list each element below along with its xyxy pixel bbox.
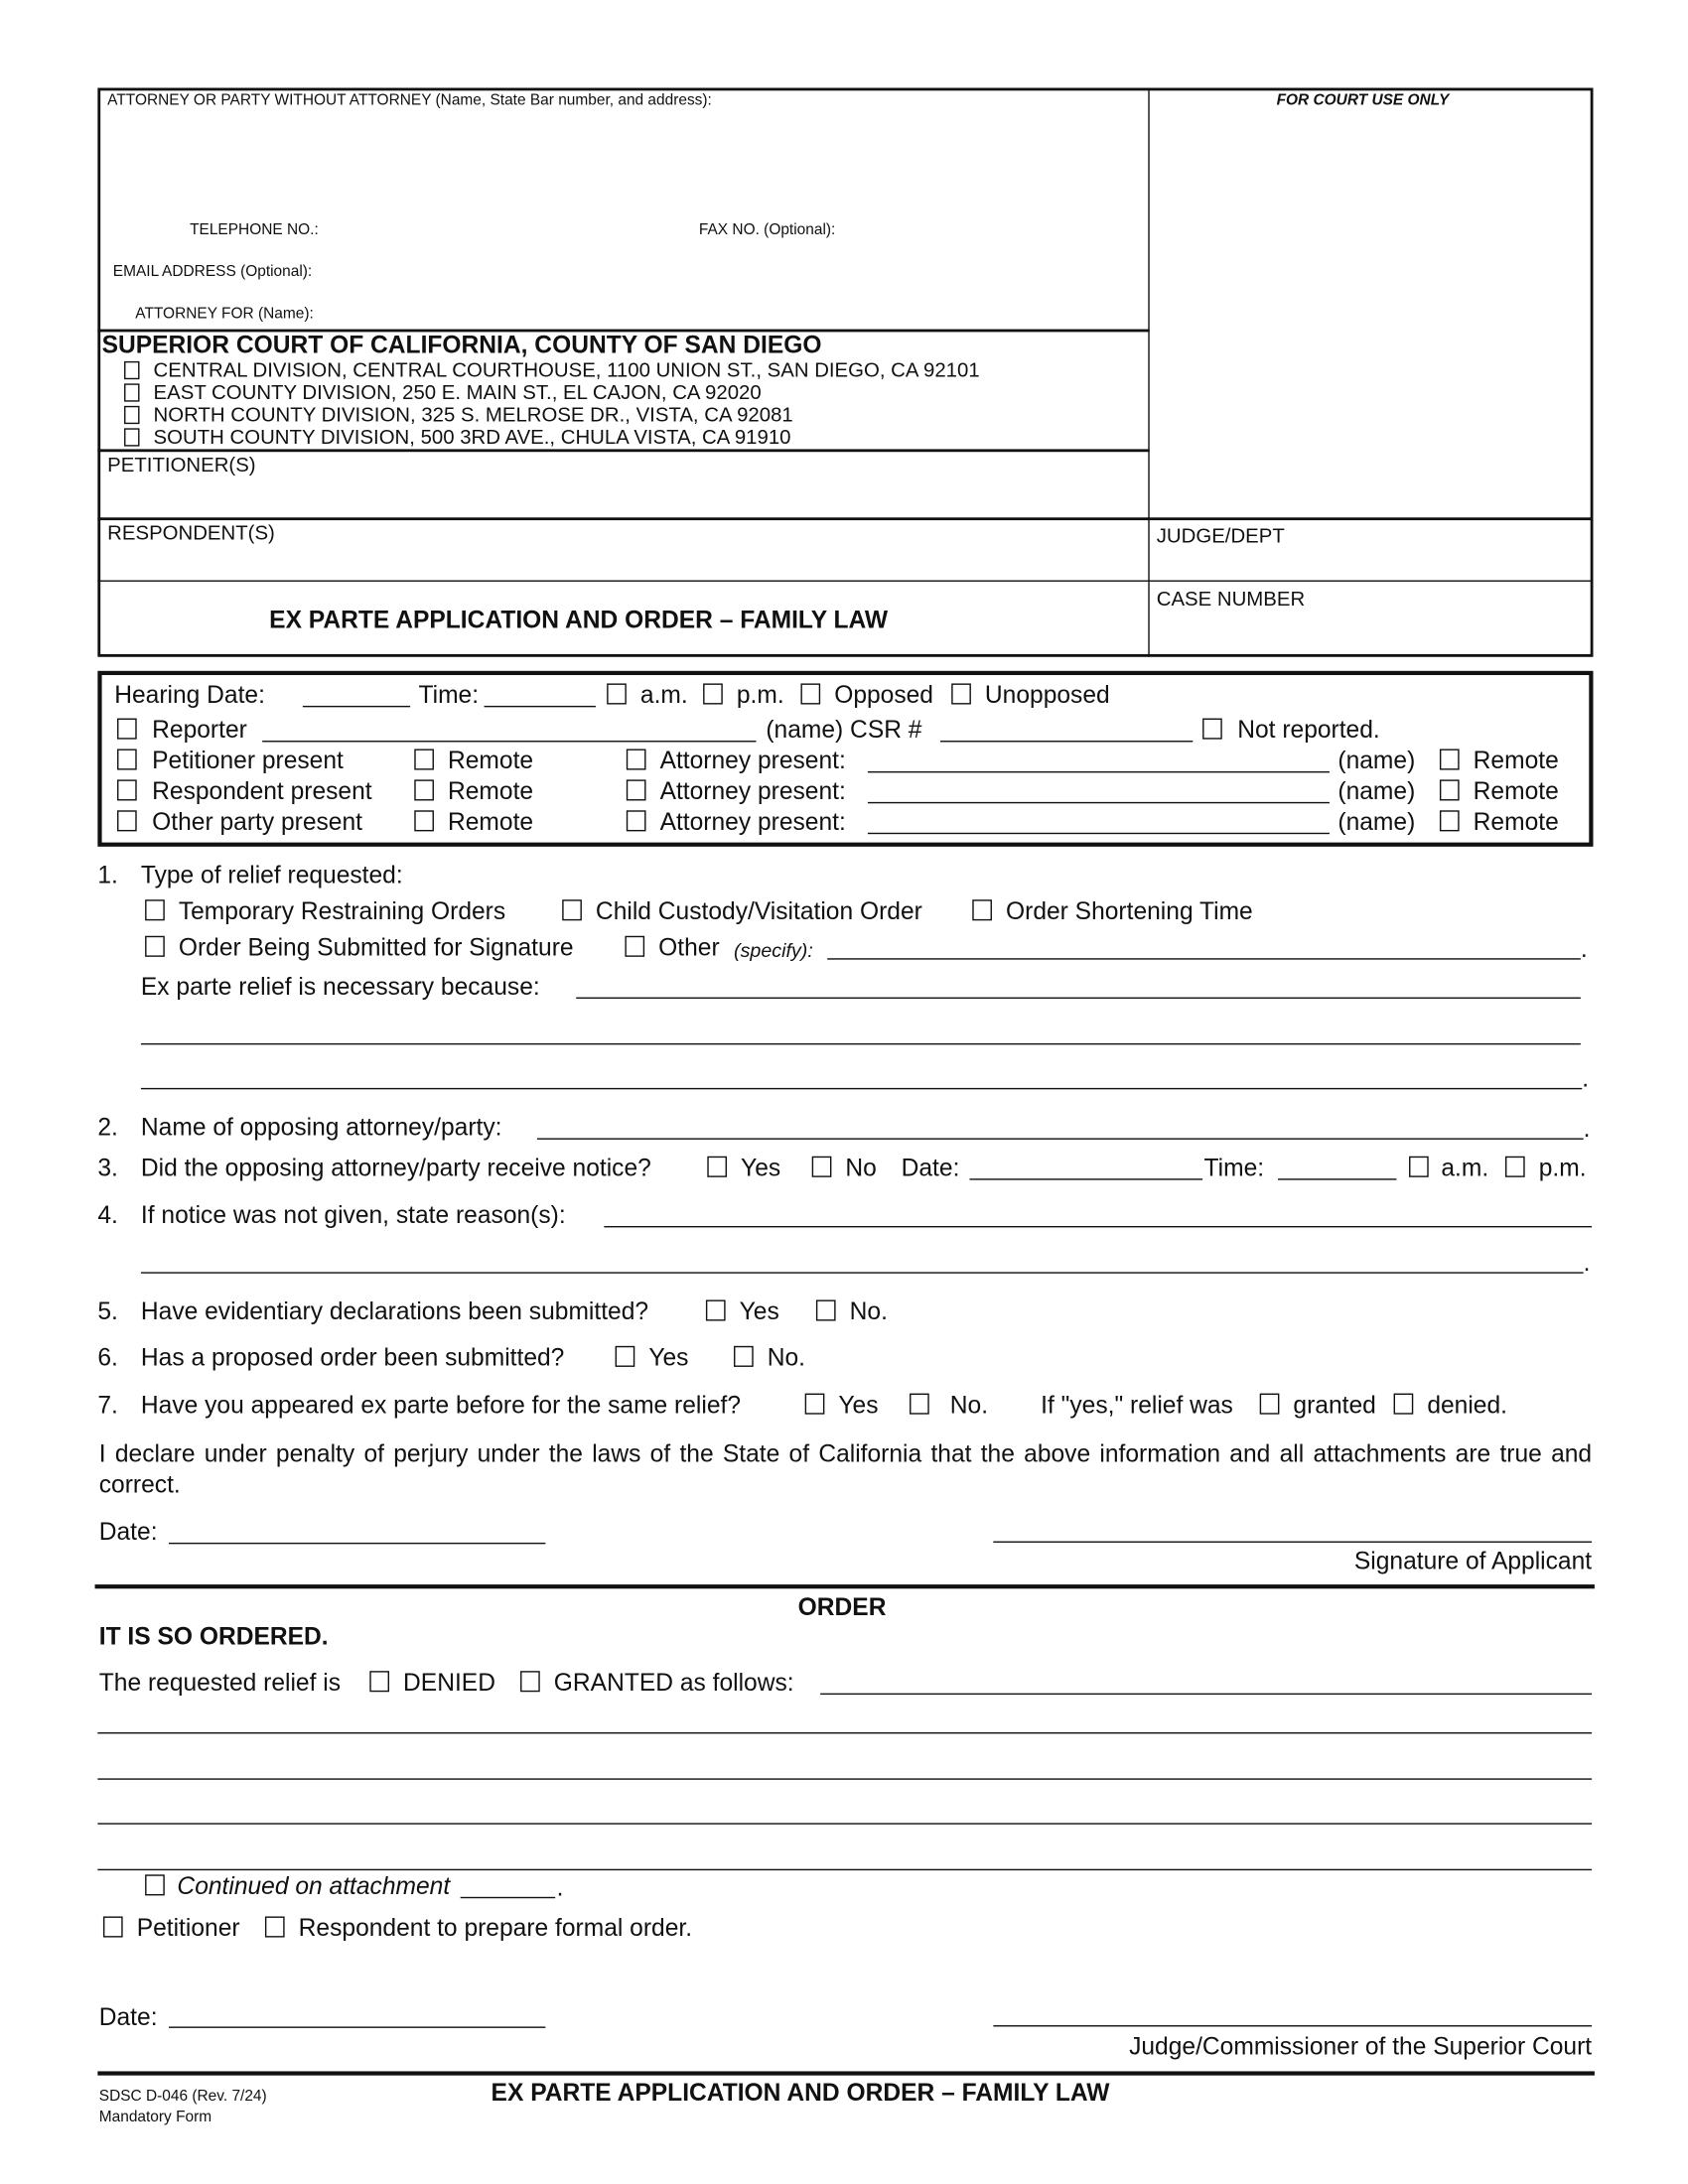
remote-checkbox[interactable] (1440, 749, 1460, 769)
order-date-field[interactable] (169, 2026, 545, 2027)
appeared-no-checkbox[interactable] (910, 1394, 929, 1415)
yes-label: Yes (648, 1343, 689, 1372)
no-label: No. (949, 1390, 989, 1419)
hearing-time-field[interactable] (485, 706, 596, 707)
order-text-field[interactable] (97, 1823, 1592, 1824)
opposed-checkbox[interactable] (800, 683, 820, 704)
item-number: 2. (97, 1113, 118, 1142)
remote-checkbox[interactable] (414, 810, 434, 831)
no-label: No. (767, 1343, 806, 1372)
division-checkbox[interactable] (124, 406, 139, 424)
item-3-question: Did the opposing attorney/party receive notice? (140, 1153, 651, 1182)
specify-label: (specify): (734, 938, 813, 962)
signature-label: Signature of Applicant (1353, 1547, 1593, 1575)
csr-field[interactable] (940, 741, 1193, 742)
other-specify-field[interactable] (827, 958, 1581, 959)
reporter-name-field[interactable] (262, 741, 756, 742)
declarations-no-checkbox[interactable] (816, 1299, 836, 1320)
relief-checkbox[interactable] (145, 936, 165, 957)
relief-label: Order Shortening Time (1006, 896, 1253, 925)
party-present-checkbox[interactable] (117, 810, 137, 831)
relief-checkbox[interactable] (145, 899, 165, 920)
party-present-checkbox[interactable] (117, 749, 137, 769)
granted-checkbox[interactable] (520, 1671, 540, 1692)
declaration-date-field[interactable] (169, 1543, 545, 1544)
court-use-label: FOR COURT USE ONLY (1276, 91, 1450, 109)
divider (97, 580, 1593, 581)
attorney-present-checkbox[interactable] (627, 779, 646, 800)
attorney-present-label: Attorney present: (659, 776, 846, 805)
no-label: No. (849, 1297, 888, 1325)
reporter-checkbox[interactable] (117, 719, 137, 740)
denied-checkbox[interactable] (1394, 1394, 1414, 1415)
telephone-label: TELEPHONE NO.: (190, 221, 319, 239)
date-label: Date: (98, 2002, 158, 2031)
attorney-present-label: Attorney present: (659, 746, 846, 774)
item-1-question: Type of relief requested: (140, 860, 403, 888)
divider (1148, 88, 1149, 657)
remote-checkbox[interactable] (1440, 810, 1460, 831)
item-number: 4. (97, 1200, 118, 1229)
notice-no-checkbox[interactable] (812, 1157, 832, 1177)
declaration-text: I declare under penalty of perjury under the laws of the State of California that the above information and all attachments are true and correct. (98, 1438, 1593, 1498)
reason-field[interactable] (141, 1272, 1584, 1273)
pm-checkbox[interactable] (703, 683, 723, 704)
petitioner-label: PETITIONER(S) (107, 455, 256, 478)
period: . (1583, 1248, 1591, 1277)
yes-label: Yes (739, 1297, 779, 1325)
not-reported-label: Not reported. (1237, 715, 1380, 744)
divider (97, 449, 1149, 452)
petitioner-checkbox[interactable] (103, 1916, 123, 1937)
attorney-present-checkbox[interactable] (627, 749, 646, 769)
item-4-question: If notice was not given, state reason(s): (140, 1200, 566, 1229)
divider (97, 517, 1593, 520)
relief-label: Temporary Restraining Orders (178, 896, 506, 925)
remote-label: Remote (1473, 776, 1559, 805)
pm-label: p.m. (1538, 1153, 1587, 1182)
judge-dept-label: JUDGE/DEPT (1156, 525, 1285, 549)
party-present-checkbox[interactable] (117, 779, 137, 800)
respondent-checkbox[interactable] (265, 1916, 285, 1937)
remote-label: Remote (448, 746, 534, 774)
csr-label: (name) CSR # (766, 715, 922, 744)
so-ordered-text: IT IS SO ORDERED. (98, 1622, 329, 1651)
item-number: 3. (97, 1153, 118, 1182)
division-checkbox[interactable] (124, 361, 139, 379)
item-number: 7. (97, 1390, 118, 1419)
remote-label: Remote (448, 807, 534, 836)
name-label: (name) (1337, 807, 1416, 836)
hearing-date-label: Hearing Date: (114, 680, 265, 709)
reporter-label: Reporter (152, 715, 247, 744)
continued-label: Continued on attachment (177, 1871, 451, 1900)
section-divider (95, 1584, 1595, 1588)
item-number: 5. (97, 1297, 118, 1325)
granted-label: GRANTED as follows: (553, 1668, 794, 1697)
remote-label: Remote (448, 776, 534, 805)
granted-checkbox[interactable] (1260, 1394, 1280, 1415)
proposed-order-no-checkbox[interactable] (734, 1346, 754, 1367)
opposing-party-field[interactable] (537, 1138, 1584, 1139)
remote-label: Remote (1473, 807, 1559, 836)
relief-label: Other (658, 932, 720, 962)
order-heading: ORDER (797, 1592, 887, 1621)
remote-checkbox[interactable] (414, 779, 434, 800)
case-number-label: CASE NUMBER (1156, 588, 1306, 612)
judge-signature-field[interactable] (993, 2025, 1592, 2026)
date-label: Date: (901, 1153, 960, 1182)
footer-divider (97, 2071, 1595, 2075)
denied-label: denied. (1427, 1390, 1507, 1419)
division-label: CENTRAL DIVISION, CENTRAL COURTHOUSE, 1100 UNION ST., SAN DIEGO, CA 92101 (153, 359, 980, 382)
relief-checkbox[interactable] (562, 899, 582, 920)
caption-title: EX PARTE APPLICATION AND ORDER – FAMILY LAW (269, 605, 889, 633)
necessary-field[interactable] (576, 998, 1581, 999)
attorney-present-label: Attorney present: (659, 807, 846, 836)
division-label: SOUTH COUNTY DIVISION, 500 3RD AVE., CHULA VISTA, CA 91910 (153, 426, 791, 450)
necessary-label: Ex parte relief is necessary because: (140, 972, 540, 1001)
period: . (1580, 934, 1588, 963)
necessary-field[interactable] (141, 1088, 1582, 1089)
declarations-yes-checkbox[interactable] (706, 1299, 726, 1320)
not-reported-checkbox[interactable] (1202, 719, 1222, 740)
item-2-question: Name of opposing attorney/party: (140, 1113, 502, 1142)
email-label: EMAIL ADDRESS (Optional): (112, 263, 313, 281)
item-number: 1. (97, 860, 118, 888)
item-number: 6. (97, 1343, 118, 1372)
applicant-signature-field[interactable] (993, 1542, 1592, 1543)
denied-label: DENIED (403, 1668, 495, 1697)
time-label: Time: (1203, 1153, 1265, 1182)
requested-relief-label: The requested relief is (98, 1668, 342, 1697)
period: . (556, 1872, 564, 1902)
division-checkbox[interactable] (124, 383, 139, 401)
form-number: SDSC D-046 (Rev. 7/24) (98, 2088, 267, 2106)
footer-title: EX PARTE APPLICATION AND ORDER – FAMILY LAW (491, 2078, 1110, 2107)
fax-label: FAX NO. (Optional): (698, 221, 836, 239)
item-5-question: Have evidentiary declarations been submitted? (140, 1297, 649, 1325)
unopposed-label: Unopposed (984, 680, 1110, 709)
attorney-present-checkbox[interactable] (627, 810, 646, 831)
necessary-field[interactable] (141, 1043, 1581, 1044)
party-label: Petitioner present (152, 746, 344, 774)
granted-label: granted (1293, 1390, 1376, 1419)
order-text-field[interactable] (97, 1732, 1592, 1733)
yes-label: Yes (838, 1390, 879, 1419)
order-text-field[interactable] (97, 1778, 1592, 1779)
hearing-date-field[interactable] (303, 706, 410, 707)
respondent-label: RESPONDENT(S) (107, 522, 275, 546)
am-label: a.m. (1441, 1153, 1489, 1182)
relief-label: Child Custody/Visitation Order (595, 896, 922, 925)
division-label: NORTH COUNTY DIVISION, 325 S. MELROSE DR., VISTA, CA 92081 (153, 404, 793, 427)
name-label: (name) (1337, 776, 1416, 805)
item-6-question: Has a proposed order been submitted? (140, 1343, 565, 1372)
continued-checkbox[interactable] (145, 1874, 165, 1895)
time-label: Time: (418, 680, 480, 709)
relief-label: Order Being Submitted for Signature (178, 932, 574, 962)
notice-yes-checkbox[interactable] (707, 1157, 727, 1177)
period: . (1582, 1064, 1590, 1093)
notice-time-field[interactable] (1278, 1178, 1396, 1179)
relief-checkbox[interactable] (972, 899, 992, 920)
reason-field[interactable] (604, 1226, 1592, 1227)
if-yes-label: If "yes," relief was (1041, 1390, 1233, 1419)
remote-label: Remote (1473, 746, 1559, 774)
court-name: SUPERIOR COURT OF CALIFORNIA, COUNTY OF SAN DIEGO (101, 330, 822, 359)
notice-date-field[interactable] (969, 1178, 1202, 1179)
party-label: Other party present (152, 807, 362, 836)
attorney-for-label: ATTORNEY FOR (Name): (135, 305, 314, 323)
am-label: a.m. (639, 680, 688, 709)
order-text-field[interactable] (97, 1869, 1592, 1870)
period: . (1583, 1114, 1591, 1143)
no-label: No (845, 1153, 877, 1182)
remote-checkbox[interactable] (414, 749, 434, 769)
appeared-yes-checkbox[interactable] (805, 1394, 825, 1415)
relief-checkbox[interactable] (625, 936, 644, 957)
attachment-field[interactable] (461, 1897, 556, 1898)
yes-label: Yes (741, 1153, 781, 1182)
respondent-label: Respondent to prepare formal order. (298, 1913, 693, 1942)
am-checkbox[interactable] (607, 683, 627, 704)
item-7-question: Have you appeared ex parte before for the same relief? (140, 1390, 742, 1419)
attorney-name-field[interactable] (868, 833, 1330, 834)
pm-checkbox[interactable] (1505, 1157, 1525, 1177)
petitioner-label: Petitioner (136, 1913, 240, 1942)
division-checkbox[interactable] (124, 428, 139, 446)
remote-checkbox[interactable] (1440, 779, 1460, 800)
unopposed-checkbox[interactable] (951, 683, 971, 704)
order-text-field[interactable] (820, 1694, 1592, 1695)
judge-label: Judge/Commissioner of the Superior Court (1129, 2032, 1593, 2061)
name-label: (name) (1337, 746, 1416, 774)
proposed-order-yes-checkbox[interactable] (616, 1346, 635, 1367)
attorney-name-field[interactable] (868, 771, 1330, 772)
attorney-label: ATTORNEY OR PARTY WITHOUT ATTORNEY (Name, State Bar number, and address): (107, 91, 712, 109)
attorney-name-field[interactable] (868, 802, 1330, 803)
division-label: EAST COUNTY DIVISION, 250 E. MAIN ST., EL CAJON, CA 92020 (153, 381, 762, 405)
opposed-label: Opposed (834, 680, 933, 709)
denied-checkbox[interactable] (369, 1671, 389, 1692)
am-checkbox[interactable] (1409, 1157, 1429, 1177)
mandatory-form-label: Mandatory Form (98, 2109, 212, 2126)
date-label: Date: (98, 1517, 158, 1546)
party-label: Respondent present (152, 776, 372, 805)
pm-label: p.m. (736, 680, 784, 709)
